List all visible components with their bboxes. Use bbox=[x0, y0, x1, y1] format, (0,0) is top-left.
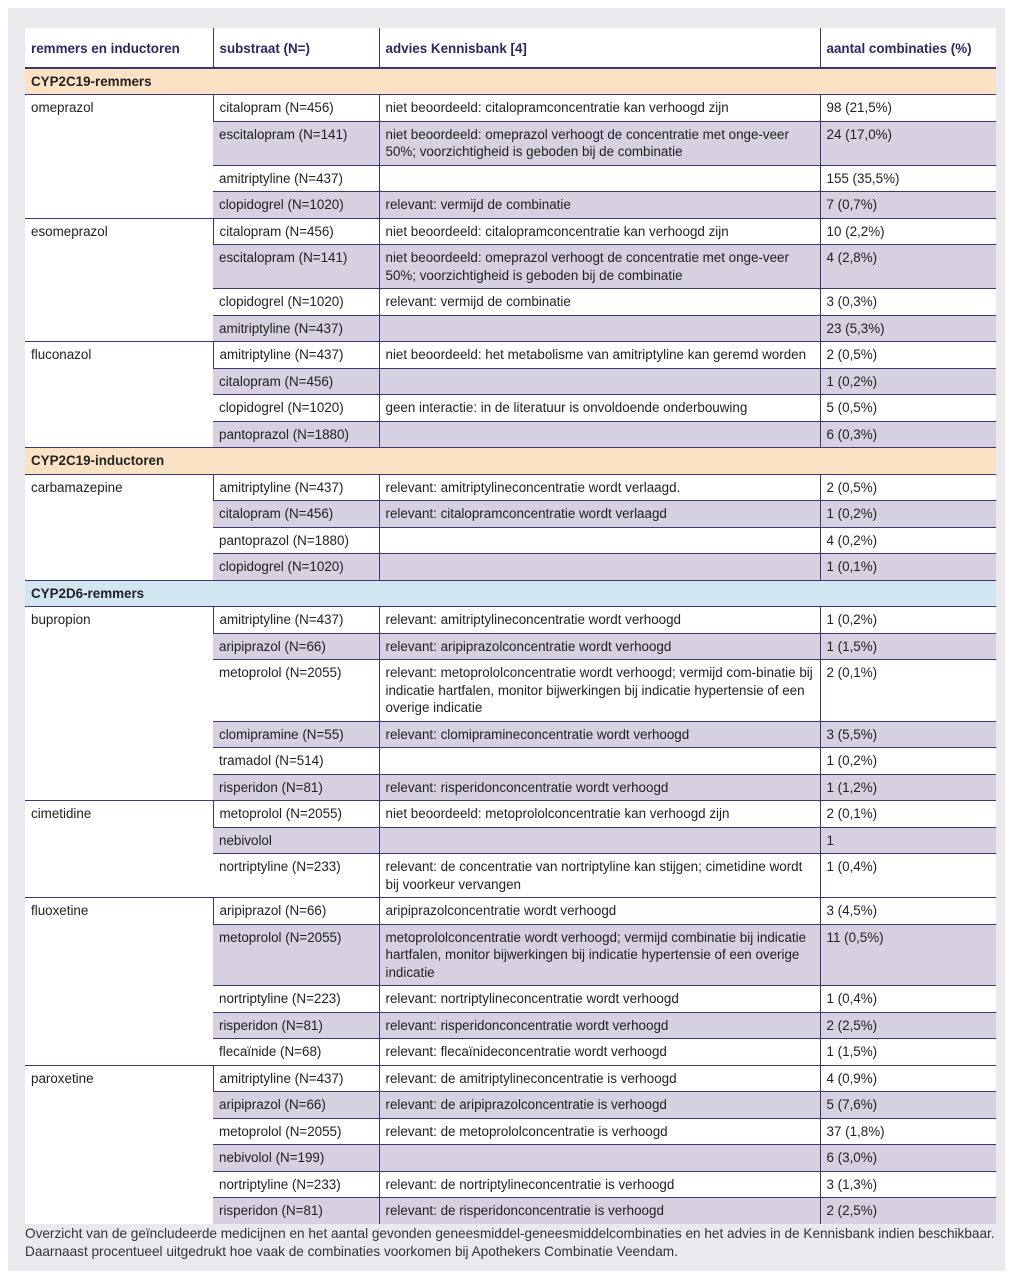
substrate-cell: clopidogrel (N=1020) bbox=[213, 289, 379, 316]
advice-cell: aripiprazolconcentratie wordt verhoogd bbox=[379, 898, 820, 925]
combinations-cell: 1 (0,2%) bbox=[820, 501, 996, 528]
substrate-cell: amitriptyline (N=437) bbox=[213, 1065, 379, 1092]
combinations-cell: 1 (0,2%) bbox=[820, 607, 996, 634]
table-row bbox=[25, 342, 996, 369]
combinations-cell: 2 (0,5%) bbox=[820, 474, 996, 501]
table-caption: Overzicht van de geïncludeerde medicijnen en het aantal gevonden geneesmiddel-geneesmiddelcombinaties en het advies in de Kennisbank indien beschikbaar. Daarnaast procentueel uitgedrukt hoe vaak de combinaties voorkomen bij Apothekers Combinatie Veendam. bbox=[25, 1226, 995, 1259]
combinations-cell: 2 (2,5%) bbox=[820, 1012, 996, 1039]
combinations-cell: 1 bbox=[820, 827, 996, 854]
substrate-cell: metoprolol (N=2055) bbox=[213, 801, 379, 828]
advice-cell: relevant: vermijd de combinatie bbox=[379, 192, 820, 219]
advice-cell: geen interactie: in de literatuur is onvoldoende onderbouwing bbox=[379, 395, 820, 422]
advice-cell: relevant: de aripiprazolconcentratie is verhoogd bbox=[379, 1092, 820, 1119]
combinations-cell: 2 (0,5%) bbox=[820, 342, 996, 369]
section-header bbox=[25, 580, 996, 607]
section-title: CYP2C19-remmers bbox=[25, 68, 996, 95]
advice-cell: relevant: citalopramconcentratie wordt verlaagd bbox=[379, 501, 820, 528]
substrate-cell: clopidogrel (N=1020) bbox=[213, 395, 379, 422]
substrate-cell: metoprolol (N=2055) bbox=[213, 924, 379, 986]
substrate-cell: pantoprazol (N=1880) bbox=[213, 527, 379, 554]
combinations-cell: 2 (2,5%) bbox=[820, 1198, 996, 1224]
inhibitor-cell: omeprazol bbox=[25, 95, 213, 219]
substrate-cell: risperidon (N=81) bbox=[213, 1012, 379, 1039]
combinations-cell: 3 (4,5%) bbox=[820, 898, 996, 925]
combinations-cell: 5 (7,6%) bbox=[820, 1092, 996, 1119]
table-row bbox=[25, 801, 996, 828]
table-row bbox=[25, 1065, 996, 1092]
combinations-cell: 1 (0,1%) bbox=[820, 554, 996, 581]
combinations-cell: 7 (0,7%) bbox=[820, 192, 996, 219]
advice-cell: niet beoordeeld: het metabolisme van amitriptyline kan geremd worden bbox=[379, 342, 820, 369]
header-row bbox=[25, 28, 996, 68]
section-title: CYP2D6-remmers bbox=[25, 580, 996, 607]
substrate-cell: nortriptyline (N=223) bbox=[213, 986, 379, 1013]
substrate-cell: citalopram (N=456) bbox=[213, 501, 379, 528]
combinations-cell: 4 (2,8%) bbox=[820, 245, 996, 289]
advice-cell: relevant: de risperidonconcentratie is verhoogd bbox=[379, 1198, 820, 1224]
advice-cell: relevant: risperidonconcentratie wordt verhoogd bbox=[379, 1012, 820, 1039]
advice-cell bbox=[379, 368, 820, 395]
inhibitor-cell: fluoxetine bbox=[25, 898, 213, 1066]
inhibitor-cell: bupropion bbox=[25, 607, 213, 801]
advice-cell: relevant: metoprololconcentratie wordt verhoogd; vermijd com-binatie bij indicatie hartfalen, monitor bijwerkingen bij indicatie hypertensie of een overige indicatie bbox=[379, 660, 820, 722]
substrate-cell: metoprolol (N=2055) bbox=[213, 660, 379, 722]
table-row bbox=[25, 474, 996, 501]
inhibitor-cell: carbamazepine bbox=[25, 474, 213, 580]
advice-cell: niet beoordeeld: citalopramconcentratie kan verhoogd zijn bbox=[379, 218, 820, 245]
inhibitor-cell: fluconazol bbox=[25, 342, 213, 448]
combinations-cell: 10 (2,2%) bbox=[820, 218, 996, 245]
combinations-cell: 37 (1,8%) bbox=[820, 1118, 996, 1145]
substrate-cell: nebivolol (N=199) bbox=[213, 1145, 379, 1172]
substrate-cell: amitriptyline (N=437) bbox=[213, 342, 379, 369]
substrate-cell: citalopram (N=456) bbox=[213, 95, 379, 122]
advice-cell: niet beoordeeld: citalopramconcentratie kan verhoogd zijn bbox=[379, 95, 820, 122]
header-substrate: substraat (N=) bbox=[213, 28, 379, 68]
advice-cell: relevant: amitriptylineconcentratie wordt verlaagd. bbox=[379, 474, 820, 501]
inhibitor-cell: cimetidine bbox=[25, 801, 213, 898]
advice-cell bbox=[379, 827, 820, 854]
advice-cell bbox=[379, 315, 820, 342]
advice-cell: relevant: nortriptylineconcentratie wordt verhoogd bbox=[379, 986, 820, 1013]
advice-cell: relevant: de nortriptylineconcentratie is verhoogd bbox=[379, 1171, 820, 1198]
combinations-cell: 3 (5,5%) bbox=[820, 721, 996, 748]
inhibitor-cell: esomeprazol bbox=[25, 218, 213, 342]
substrate-cell: metoprolol (N=2055) bbox=[213, 1118, 379, 1145]
combinations-cell: 2 (0,1%) bbox=[820, 801, 996, 828]
advice-cell: metoprololconcentratie wordt verhoogd; vermijd combinatie bij indicatie hartfalen, monitor bijwerkingen bij indicatie hypertensie of een overige indicatie bbox=[379, 924, 820, 986]
advice-cell: relevant: risperidonconcentratie wordt verhoogd bbox=[379, 774, 820, 801]
combinations-cell: 1 (0,4%) bbox=[820, 854, 996, 898]
substrate-cell: risperidon (N=81) bbox=[213, 774, 379, 801]
combinations-cell: 4 (0,9%) bbox=[820, 1065, 996, 1092]
combinations-cell: 1 (0,2%) bbox=[820, 368, 996, 395]
header-combinations: aantal combinaties (%) bbox=[820, 28, 996, 68]
combinations-cell: 6 (3,0%) bbox=[820, 1145, 996, 1172]
advice-cell: relevant: de metoprololconcentratie is verhoogd bbox=[379, 1118, 820, 1145]
substrate-cell: escitalopram (N=141) bbox=[213, 245, 379, 289]
advice-cell: relevant: clomipramineconcentratie wordt verhoogd bbox=[379, 721, 820, 748]
combinations-cell: 3 (0,3%) bbox=[820, 289, 996, 316]
header-inhibitors: remmers en inductoren bbox=[25, 28, 213, 68]
inhibitor-cell: paroxetine bbox=[25, 1065, 213, 1224]
substrate-cell: amitriptyline (N=437) bbox=[213, 474, 379, 501]
advice-cell bbox=[379, 421, 820, 448]
substrate-cell: citalopram (N=456) bbox=[213, 368, 379, 395]
section-title: CYP2C19-inductoren bbox=[25, 448, 996, 475]
advice-cell bbox=[379, 527, 820, 554]
substrate-cell: nortriptyline (N=233) bbox=[213, 854, 379, 898]
substrate-cell: nebivolol bbox=[213, 827, 379, 854]
table-row bbox=[25, 898, 996, 925]
substrate-cell: pantoprazol (N=1880) bbox=[213, 421, 379, 448]
substrate-cell: escitalopram (N=141) bbox=[213, 121, 379, 165]
substrate-cell: risperidon (N=81) bbox=[213, 1198, 379, 1224]
document-frame bbox=[8, 8, 1005, 1271]
table-row bbox=[25, 218, 996, 245]
combinations-cell: 3 (1,3%) bbox=[820, 1171, 996, 1198]
advice-cell: niet beoordeeld: metoprololconcentratie kan verhoogd zijn bbox=[379, 801, 820, 828]
combinations-cell: 24 (17,0%) bbox=[820, 121, 996, 165]
advice-cell: niet beoordeeld: omeprazol verhoogt de concentratie met onge-veer 50%; voorzichtigheid is geboden bij de combinatie bbox=[379, 121, 820, 165]
section-header bbox=[25, 68, 996, 95]
advice-cell: niet beoordeeld: omeprazol verhoogt de concentratie met onge-veer 50%; voorzichtigheid is geboden bij de combinatie bbox=[379, 245, 820, 289]
advice-cell: relevant: de amitriptylineconcentratie is verhoogd bbox=[379, 1065, 820, 1092]
substrate-cell: clopidogrel (N=1020) bbox=[213, 192, 379, 219]
table-row bbox=[25, 607, 996, 634]
combinations-cell: 5 (0,5%) bbox=[820, 395, 996, 422]
advice-cell: relevant: amitriptylineconcentratie wordt verhoogd bbox=[379, 607, 820, 634]
combinations-cell: 4 (0,2%) bbox=[820, 527, 996, 554]
combinations-cell: 23 (5,3%) bbox=[820, 315, 996, 342]
combinations-cell: 1 (0,2%) bbox=[820, 748, 996, 775]
section-header bbox=[25, 448, 996, 475]
advice-cell: relevant: aripiprazolconcentratie wordt verhoogd bbox=[379, 633, 820, 660]
advice-cell: relevant: flecaïnideconcentratie wordt verhoogd bbox=[379, 1039, 820, 1066]
combinations-cell: 6 (0,3%) bbox=[820, 421, 996, 448]
table-row bbox=[25, 95, 996, 122]
substrate-cell: aripiprazol (N=66) bbox=[213, 898, 379, 925]
substrate-cell: tramadol (N=514) bbox=[213, 748, 379, 775]
substrate-cell: clomipramine (N=55) bbox=[213, 721, 379, 748]
header-advice: advies Kennisbank [4] bbox=[379, 28, 820, 68]
substrate-cell: amitriptyline (N=437) bbox=[213, 165, 379, 192]
combinations-cell: 1 (1,5%) bbox=[820, 633, 996, 660]
combinations-cell: 2 (0,1%) bbox=[820, 660, 996, 722]
combinations-cell: 1 (1,5%) bbox=[820, 1039, 996, 1066]
advice-cell: relevant: de concentratie van nortriptyline kan stijgen; cimetidine wordt bij voorkeur vervangen bbox=[379, 854, 820, 898]
substrate-cell: nortriptyline (N=233) bbox=[213, 1171, 379, 1198]
substrate-cell: aripiprazol (N=66) bbox=[213, 1092, 379, 1119]
advice-cell bbox=[379, 1145, 820, 1172]
combinations-cell: 98 (21,5%) bbox=[820, 95, 996, 122]
interaction-table bbox=[25, 28, 996, 1224]
substrate-cell: amitriptyline (N=437) bbox=[213, 315, 379, 342]
substrate-cell: flecaïnide (N=68) bbox=[213, 1039, 379, 1066]
substrate-cell: clopidogrel (N=1020) bbox=[213, 554, 379, 581]
advice-cell bbox=[379, 554, 820, 581]
combinations-cell: 1 (1,2%) bbox=[820, 774, 996, 801]
substrate-cell: amitriptyline (N=437) bbox=[213, 607, 379, 634]
advice-cell bbox=[379, 748, 820, 775]
combinations-cell: 1 (0,4%) bbox=[820, 986, 996, 1013]
combinations-cell: 155 (35,5%) bbox=[820, 165, 996, 192]
combinations-cell: 11 (0,5%) bbox=[820, 924, 996, 986]
advice-cell bbox=[379, 165, 820, 192]
advice-cell: relevant: vermijd de combinatie bbox=[379, 289, 820, 316]
substrate-cell: citalopram (N=456) bbox=[213, 218, 379, 245]
substrate-cell: aripiprazol (N=66) bbox=[213, 633, 379, 660]
